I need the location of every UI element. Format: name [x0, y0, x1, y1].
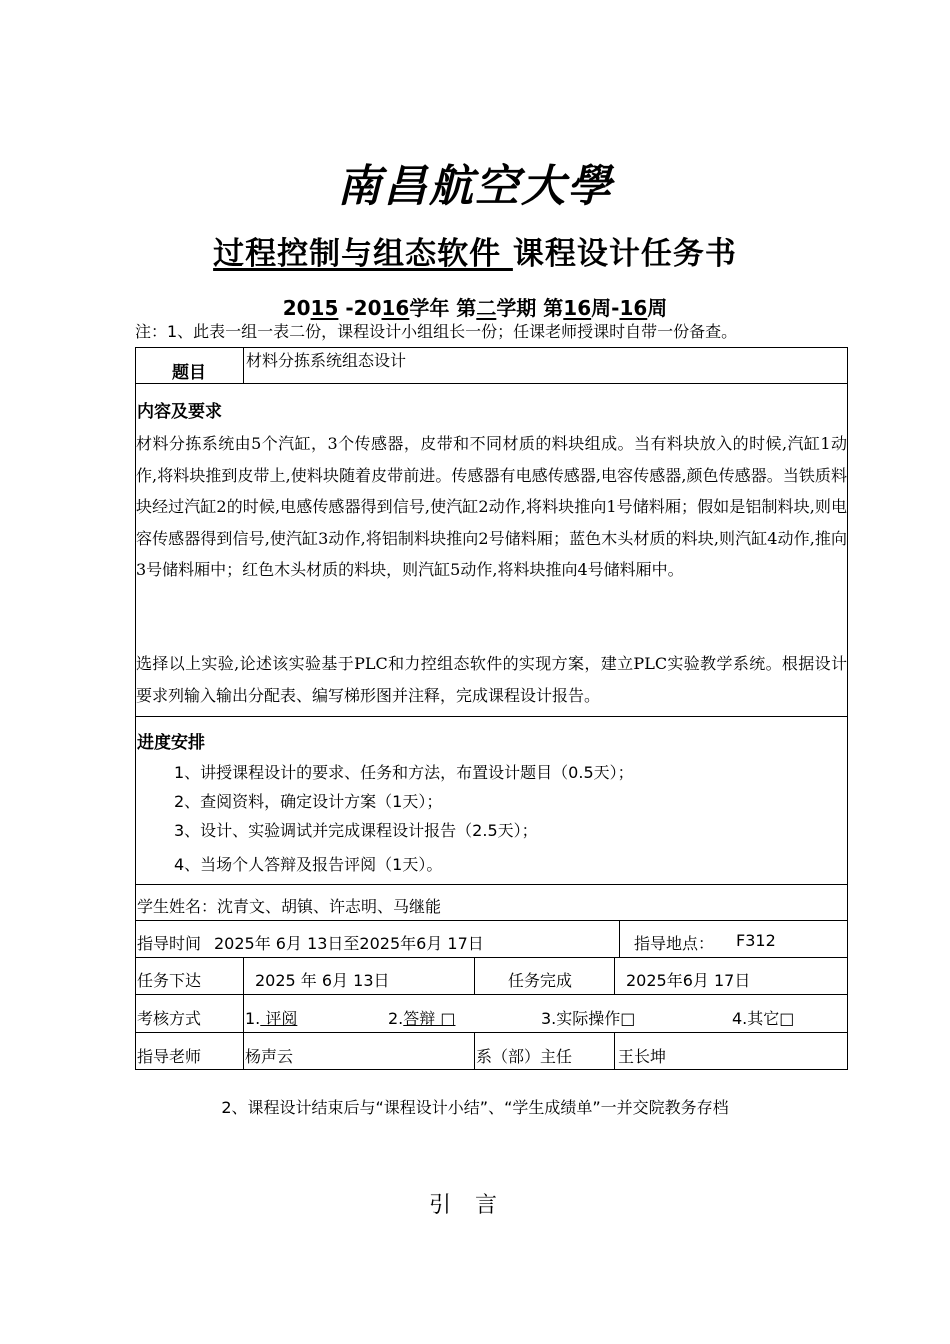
- course-name: 过程控制与组态软件: [213, 236, 513, 272]
- teacher-label: 指导老师: [137, 1047, 202, 1066]
- term-week-start: 16: [563, 296, 592, 320]
- task-complete-label: 任务完成: [508, 971, 573, 990]
- term-semester: 二: [476, 296, 497, 320]
- row-line: [135, 716, 848, 717]
- term-year2: 16: [381, 296, 410, 320]
- note-line: 注：1、此表一组一表二份，课程设计小组组长一份；任课老师授课时自带一份备查。: [135, 322, 738, 341]
- schedule-item: 1、讲授课程设计的要求、任务和方法，布置设计题目（0.5天）；: [174, 763, 634, 782]
- col-divider: [243, 1032, 244, 1070]
- dept-head-value: 王长坤: [618, 1047, 667, 1066]
- guide-place-label: 指导地点：: [634, 934, 715, 953]
- row-line: [135, 383, 848, 384]
- term-week-label: 周: [647, 296, 668, 320]
- footer-note: 2、课程设计结束后与“课程设计小结”、“学生成绩单”一并交院教务存档: [221, 1098, 729, 1117]
- content-paragraph-1: 材料分拣系统由5个汽缸，3个传感器，皮带和不同材质的料块组成。当有料块放入的时候,汽缸1动作,将料块推到皮带上,使料块随着皮带前进。传感器有电感传感器,电容传感器,颜色传感器。当铁质料块经过汽缸2的时候,电感传感器得到信号,使汽缸2动作,将料块推向1号储料厢；假如是铝制料块,则电容传感器得到信号,使汽缸3动作,将铝制料块推向2号储料厢；蓝色木头材质的料块,则汽缸4动作,推向3号储料厢中；红色木头材质的料块，则汽缸5动作,将料块推向4号储料厢中。: [136, 434, 847, 579]
- schedule-item: 3、设计、实验调试并完成课程设计报告（2.5天）；: [174, 821, 538, 840]
- assessment-option-1: [245, 1006, 297, 1029]
- col-divider: [614, 957, 615, 994]
- topic-divider: [243, 347, 244, 383]
- term-line: [0, 292, 950, 321]
- university-logo: 南昌航空大學: [337, 161, 613, 212]
- task-complete-value: 2025年6月 17日: [626, 971, 751, 990]
- guide-place-value: F312: [736, 931, 776, 950]
- term-week-mid: 周-: [591, 296, 620, 320]
- col-divider: [243, 994, 244, 1032]
- col-divider: [243, 957, 244, 994]
- dept-head-label: 系（部）主任: [476, 1047, 573, 1066]
- schedule-label: 进度安排: [137, 733, 205, 753]
- topic-label: 题目: [172, 363, 206, 383]
- term-xueqi: 学期 第: [496, 296, 564, 320]
- page-title: [0, 228, 950, 273]
- assessment-option-2-num: 2.: [388, 1009, 404, 1028]
- row-line: [135, 994, 848, 995]
- section-heading: 引言: [428, 1193, 521, 1218]
- students-line: 学生姓名：沈青文、胡镇、许志明、马继能: [137, 897, 442, 916]
- assessment-option-2-text: 答辩 □: [403, 1009, 456, 1028]
- task-issue-label: 任务下达: [137, 971, 202, 990]
- teacher-value: 杨声云: [245, 1047, 294, 1066]
- task-issue-value: 2025 年 6月 13日: [255, 971, 390, 990]
- term-dash: -20: [338, 296, 382, 320]
- assessment-option-1-text: 评阅: [260, 1009, 298, 1028]
- title-suffix: 课程设计任务书: [512, 236, 737, 272]
- row-line: [135, 920, 848, 921]
- content-label: 内容及要求: [137, 402, 222, 422]
- guide-time-value: 2025年 6月 13日至2025年6月 17日: [214, 934, 484, 953]
- row-line: [135, 1032, 848, 1033]
- assessment-option-1-num: 1.: [245, 1009, 261, 1028]
- row-line: [135, 957, 848, 958]
- schedule-item: 4、当场个人答辩及报告评阅（1天）。: [174, 855, 443, 874]
- assessment-option-2: [388, 1006, 455, 1029]
- term-year1: 15: [310, 296, 339, 320]
- col-divider: [614, 1032, 615, 1070]
- col-divider: [619, 920, 620, 957]
- term-week-end: 16: [619, 296, 648, 320]
- assessment-option-3: 3.实际操作□: [541, 1009, 636, 1028]
- assessment-option-4: 4.其它□: [732, 1009, 795, 1028]
- term-xuenian: 学年 第: [409, 296, 477, 320]
- schedule-item: 2、查阅资料，确定设计方案（1天）；: [174, 792, 443, 811]
- col-divider: [474, 1032, 475, 1070]
- topic-value: 材料分拣系统组态设计: [246, 351, 407, 370]
- guide-time-label: 指导时间: [137, 934, 202, 953]
- assessment-label: 考核方式: [137, 1009, 202, 1028]
- col-divider: [474, 957, 475, 994]
- term-year1-prefix: 20: [282, 296, 311, 320]
- row-line: [135, 884, 848, 885]
- content-paragraph-2: 选择以上实验,论述该实验基于PLC和力控组态软件的实现方案，建立PLC实验教学系统。根据设计要求列输入输出分配表、编写梯形图并注释，完成课程设计报告。: [136, 654, 847, 705]
